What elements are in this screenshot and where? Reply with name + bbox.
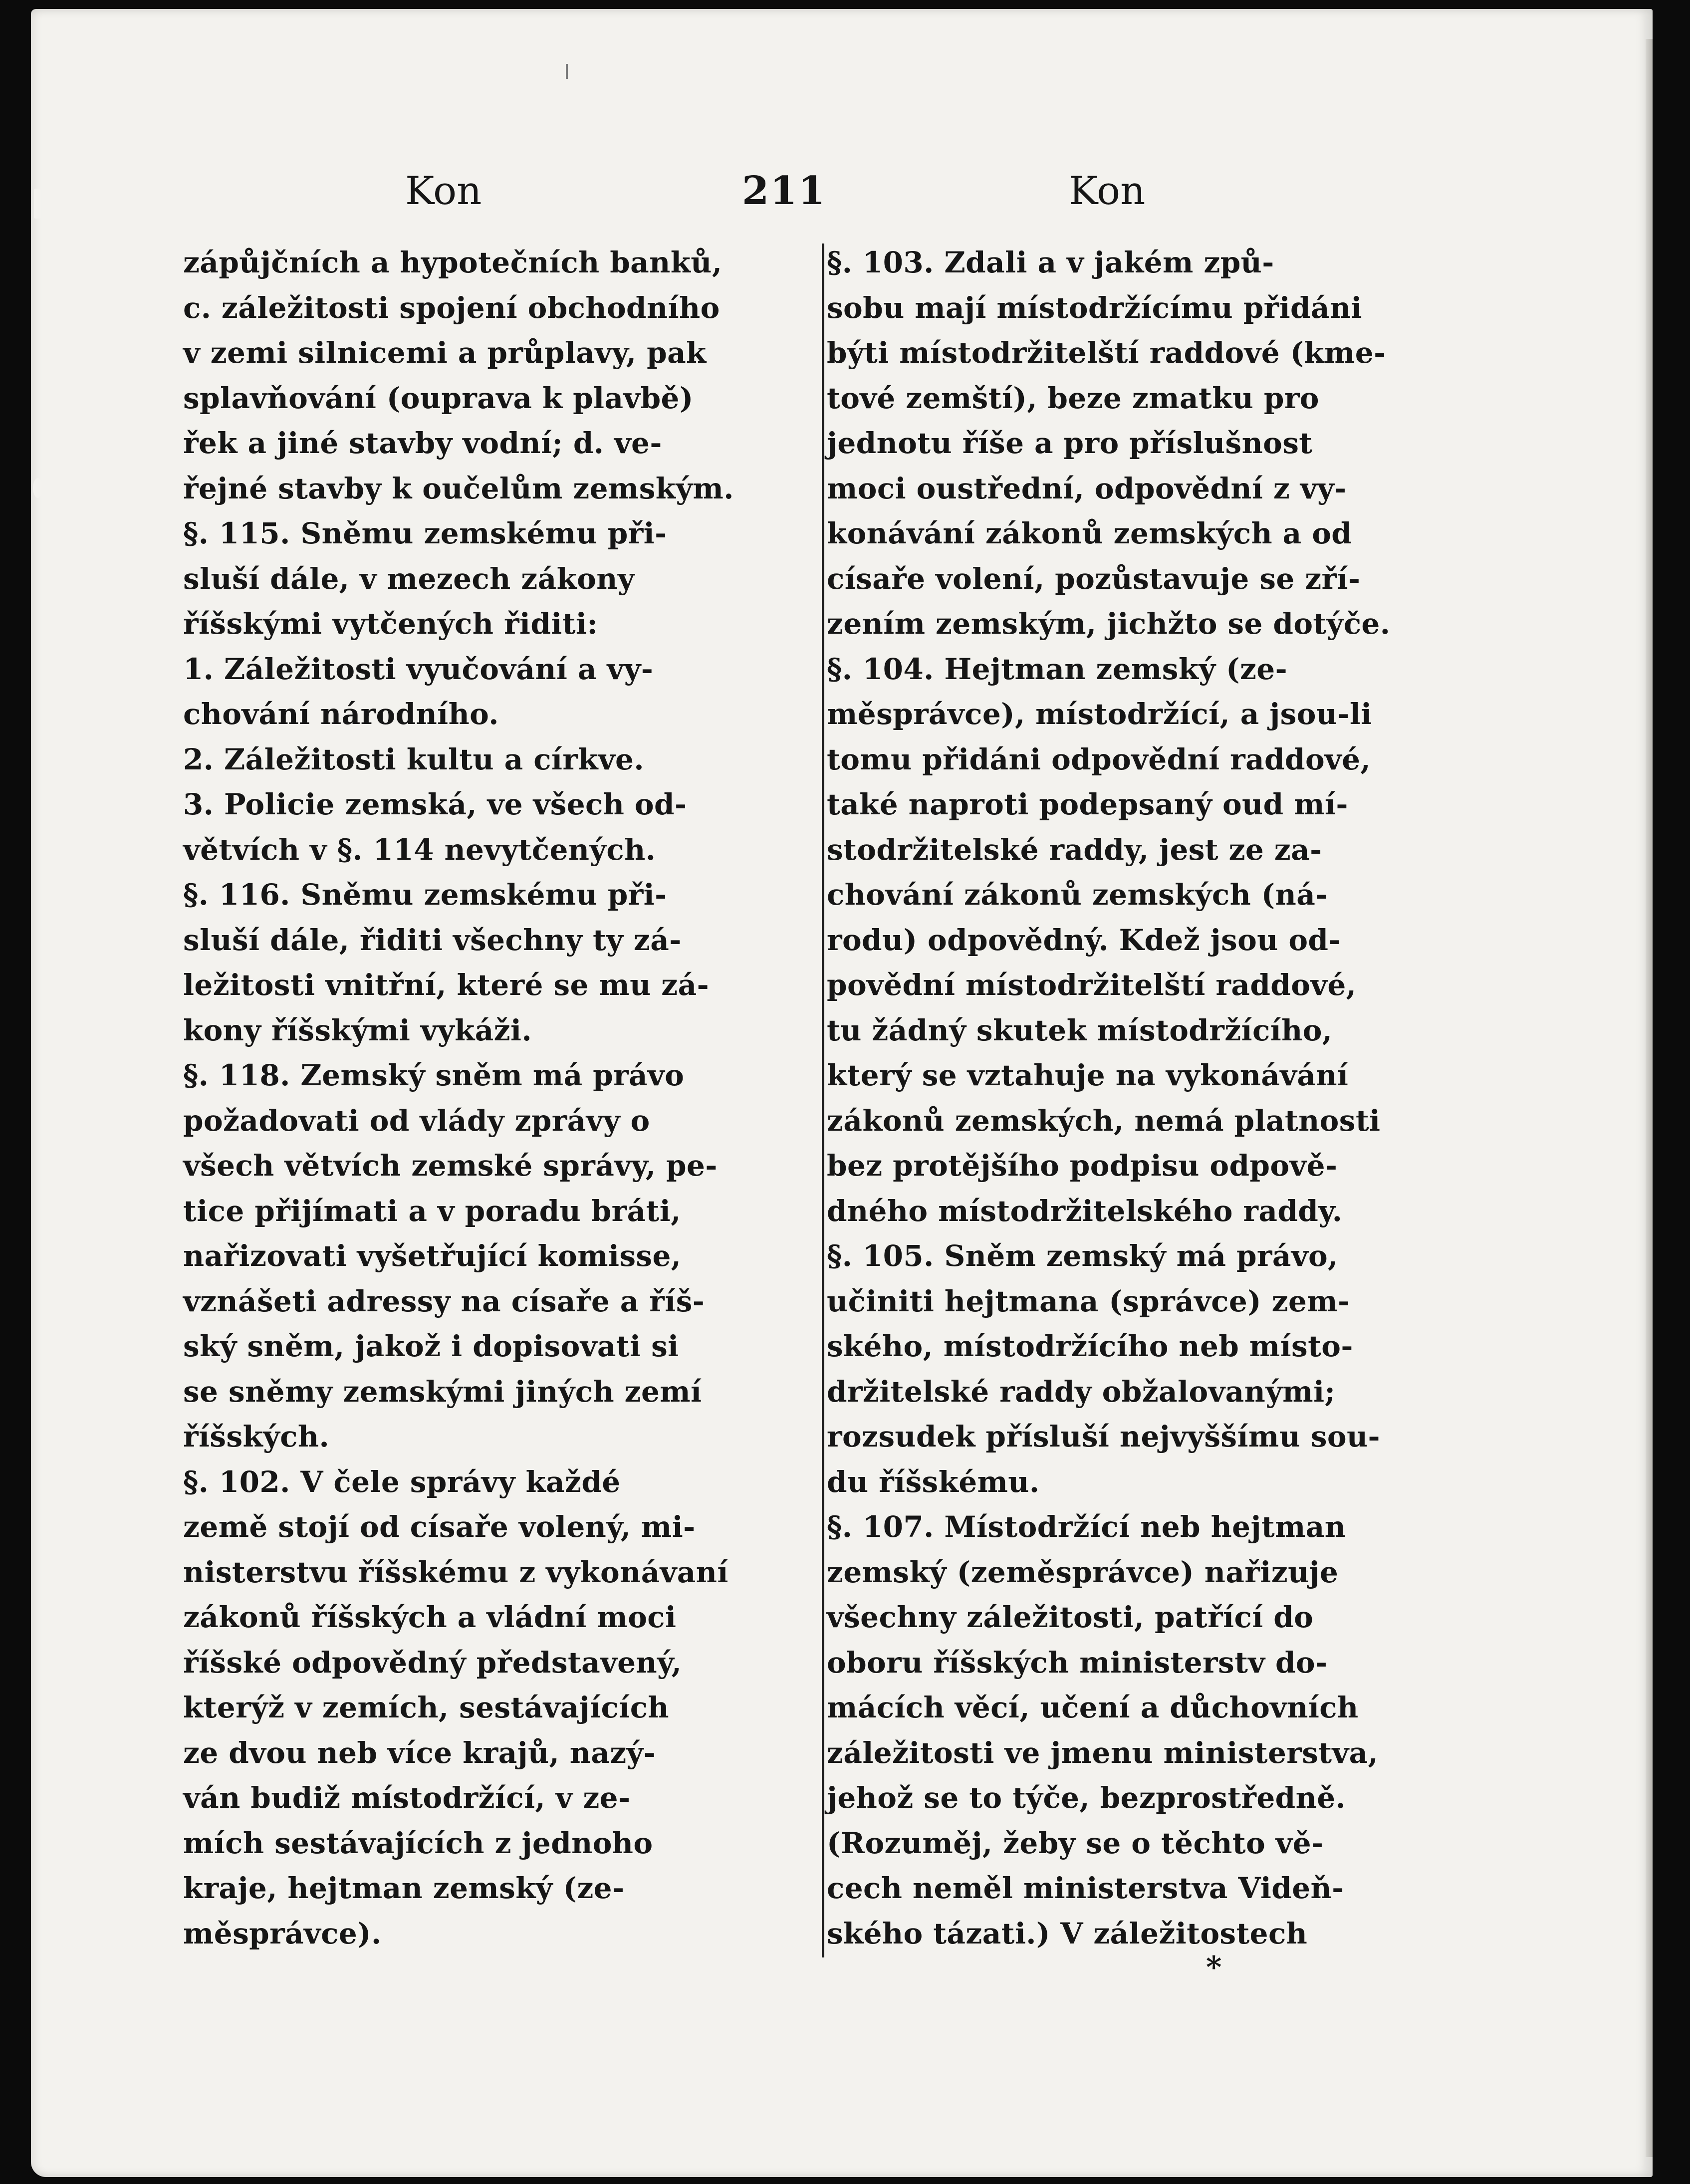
page-edge-shadow (1646, 39, 1653, 2157)
text-line: ležitosti vnitřní, které se mu zá- (183, 968, 710, 1002)
text-line: který se vztahuje na vykonávání (827, 1058, 1349, 1092)
text-line: ský sněm, jakož i dopisovati si (183, 1329, 679, 1363)
text-line: nisterstvu říšskému z vykonávaní (183, 1555, 728, 1589)
text-line: ského, místodržícího neb místo- (827, 1329, 1353, 1363)
text-line: konávání zákonů zemských a od (827, 516, 1352, 550)
page-sheet (31, 9, 1653, 2177)
text-line: císaře volení, pozůstavuje se zří- (827, 561, 1361, 596)
text-line: kterýž v zemích, sestávajících (183, 1691, 669, 1724)
text-line: všechny záležitosti, patřící do (827, 1600, 1314, 1634)
text-line: držitelské raddy obžalovanými; (827, 1374, 1336, 1409)
text-line: 1. Záležitosti vyučování a vy- (183, 652, 654, 686)
text-line: v zemi silnicemi a průplavy, pak (183, 336, 707, 370)
text-line: také naproti podepsaný oud mí- (827, 787, 1348, 821)
text-line: chování zákonů zemských (ná- (827, 878, 1328, 912)
text-line: vznášeti adressy na císaře a říš- (183, 1284, 705, 1318)
text-line: 2. Záležitosti kultu a církve. (183, 742, 644, 776)
text-line: jednotu říše a pro příslušnost (827, 426, 1313, 460)
text-line: se sněmy zemskými jiných zemí (183, 1374, 702, 1409)
text-line: sluší dále, řiditi všechny ty zá- (183, 923, 682, 957)
text-line: zákonů říšských a vládní moci (183, 1600, 677, 1634)
left-column (183, 240, 817, 1956)
text-line: §. 116. Sněmu zemskému při- (183, 878, 667, 912)
text-line: měsprávce). (183, 1916, 382, 1950)
text-line: §. 104. Hejtman zemský (ze- (827, 652, 1288, 686)
signature-mark: * (1206, 1950, 1222, 1985)
text-line: c. záležitosti spojení obchodního (183, 290, 720, 325)
text-line: bez protějšího podpisu odpově- (827, 1149, 1338, 1183)
text-line: tové zemští), beze zmatku pro (827, 381, 1319, 415)
text-line: rozsudek přísluší nejvyššímu sou- (827, 1420, 1381, 1454)
text-line: zápůjčních a hypotečních banků, (183, 245, 723, 279)
text-line: §. 102. V čele správy každé (183, 1464, 621, 1499)
text-line: zemský (zeměsprávce) nařizuje (827, 1555, 1339, 1589)
text-line: učiniti hejtmana (správce) zem- (827, 1284, 1350, 1318)
text-line: všech větvích zemské správy, pe- (183, 1149, 718, 1183)
text-line: mácích věcí, učení a důchovních (827, 1691, 1359, 1724)
text-line: §. 107. Místodržící neb hejtman (827, 1510, 1346, 1544)
text-line: sluší dále, v mezech zákony (183, 561, 635, 596)
text-line: nařizovati vyšetřující komisse, (183, 1239, 682, 1273)
text-line: tomu přidáni odpovědní raddové, (827, 742, 1371, 776)
text-line: §. 118. Zemský sněm má právo (183, 1058, 685, 1092)
text-line: tu žádný skutek místodržícího, (827, 1013, 1333, 1047)
ink-speck (566, 64, 568, 79)
text-line: moci oustřední, odpovědní z vy- (827, 471, 1347, 505)
text-line: měsprávce), místodržící, a jsou-li (827, 697, 1372, 731)
text-line: země stojí od císaře volený, mi- (183, 1510, 696, 1544)
text-line: větvích v §. 114 nevytčených. (183, 832, 656, 867)
text-line: sobu mají místodržícímu přidáni (827, 290, 1362, 325)
text-line: býti místodržitelští raddové (kme- (827, 336, 1386, 370)
running-header (31, 164, 1653, 219)
text-line: řejné stavby k oučelům zemským. (183, 471, 734, 505)
right-column (827, 240, 1470, 1956)
text-line: zením zemským, jichžto se dotýče. (827, 607, 1391, 641)
text-line: kraje, hejtman zemský (ze- (183, 1871, 625, 1905)
text-line: ského tázati.) V záležitostech (827, 1916, 1308, 1950)
text-line: říšskými vytčených řiditi: (183, 607, 598, 641)
text-line: říšských. (183, 1420, 330, 1454)
text-line: dného místodržitelského raddy. (827, 1194, 1343, 1228)
text-line: tice přijímati a v poradu bráti, (183, 1194, 681, 1228)
text-line: cech neměl ministerstva Videň- (827, 1871, 1344, 1905)
header-left-word: Kon (405, 169, 482, 214)
text-line: du říšskému. (827, 1464, 1040, 1499)
text-line: řek a jiné stavby vodní; d. ve- (183, 426, 662, 460)
text-line: rodu) odpovědný. Kdež jsou od- (827, 923, 1341, 957)
text-line: požadovati od vlády zprávy o (183, 1103, 650, 1138)
text-line: §. 115. Sněmu zemskému při- (183, 516, 667, 550)
text-line: záležitosti ve jmenu ministerstva, (827, 1735, 1379, 1770)
text-line: chování národního. (183, 697, 499, 731)
text-line: splavňování (oupravа k plavbě) (183, 381, 694, 415)
column-rule (822, 243, 824, 1957)
binding-notch (33, 478, 43, 498)
text-line: stodržitelské raddy, jest ze za- (827, 832, 1322, 867)
text-line: zákonů zemských, nemá platnosti (827, 1103, 1381, 1138)
text-line: říšské odpovědný představený, (183, 1645, 682, 1680)
text-line: 3. Policie zemská, ve všech od- (183, 787, 687, 821)
text-line: oboru říšských ministerstv do- (827, 1645, 1328, 1680)
text-line: kony říšskými vykáži. (183, 1013, 532, 1047)
header-right-word: Kon (1069, 169, 1146, 214)
text-line: §. 105. Sněm zemský má právo, (827, 1239, 1338, 1273)
page-number: 211 (742, 168, 826, 214)
text-line: ván budiž místodržící, v ze- (183, 1781, 631, 1815)
text-line: jehož se to týče, bezprostředně. (827, 1781, 1346, 1815)
text-line: §. 103. Zdali a v jakém způ- (827, 245, 1274, 279)
text-line: mích sestávajících z jednoho (183, 1826, 653, 1860)
text-line: ze dvou neb více krajů, nazý- (183, 1735, 656, 1770)
text-line: povědní místodržitelští raddové, (827, 968, 1357, 1002)
text-line: (Rozuměj, žeby se o těchto vě- (827, 1826, 1324, 1860)
